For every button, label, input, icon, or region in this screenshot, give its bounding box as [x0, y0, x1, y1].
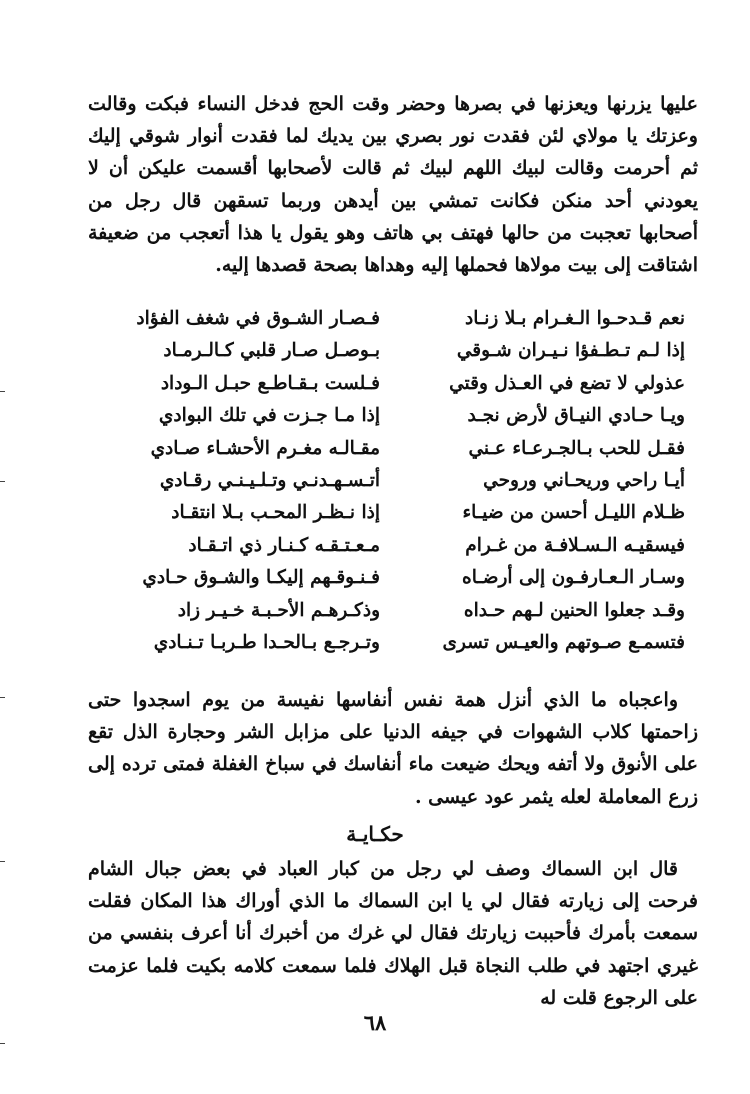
verse-second-hemistich: وتـرجـع بـالحـدا طـربـا تـنـادي	[153, 631, 380, 653]
poem-block	[110, 303, 685, 659]
verse-second-hemistich: بـوصـل صـار قلبي كـالـرمـاد	[163, 340, 380, 362]
verse-second-hemistich: فـلست بـقـاطـع حبـل الـوداد	[160, 372, 380, 394]
margin-mark	[0, 481, 5, 482]
verse-second-hemistich: فـنـوقـهم إليكـا والشـوق حـادي	[142, 567, 380, 589]
verse-second-hemistich: مـعـتـقـه كـنـار ذي اتـقـاد	[188, 534, 380, 556]
poem-verse	[110, 595, 685, 627]
margin-mark	[0, 861, 5, 862]
verse-first-hemistich: وسـار الـعـارفـون إلى أرضـاه	[462, 567, 685, 589]
verse-first-hemistich: ويـا حـادي النيـاق لأرض نجـد	[467, 405, 685, 427]
verse-first-hemistich: أيـا راحي وريحـاني وروحي	[483, 469, 685, 491]
section-heading: حكـايـة	[346, 822, 404, 846]
poem-verse	[110, 465, 685, 497]
paragraph-opening	[88, 88, 698, 281]
margin-mark	[0, 697, 5, 698]
paragraph-reflection	[88, 684, 698, 813]
verse-second-hemistich: إذا نـظـر المحـب بـلا انتقـاد	[171, 502, 380, 524]
verse-first-hemistich: فيسقيـه الـسـلافـة من غـرام	[465, 534, 685, 556]
poem-verse	[110, 335, 685, 367]
poem-verse	[110, 368, 685, 400]
verse-first-hemistich: عذولي لا تضع في العـذل وقتي	[449, 372, 685, 394]
verse-second-hemistich: فـصـار الشـوق في شغف الفؤاد	[136, 308, 380, 329]
margin-mark	[0, 1043, 5, 1044]
verse-first-hemistich: فتسمـع صـوتهم والعيـس تسرى	[442, 631, 685, 653]
verse-second-hemistich: وذكـرهـم الأحـبـة خـيـر زاد	[177, 599, 380, 621]
poem-verse	[110, 433, 685, 465]
verse-first-hemistich: إذا لـم تـطـفؤا نـيـران شـوقي	[456, 340, 685, 362]
verse-first-hemistich: ظـلام الليـل أحسن من ضيـاء	[462, 502, 685, 524]
paragraph-text: عليها يزرنها ويعزنها في بصرها وحضر وقت الحج فدخل النساء فبكت وقالت وعزتك يا مولاي لئن فقدت نور بصري بين يديك لما فقدت أنوار شوقي إليك ثم أحرمت وقالت لبيك اللهم لبيك ثم قالت لأصحابها أقسمت عليكن أن لا يعودني أحد منكن فكانت تمشي بين أيدهن وربما تسقهن قال رجل من أصحابها تعجبت من حالها فهتف بي هاتف وهو يقول يا هذا أتعجب من ضعيفة اشتاقت إلى بيت مولاها فحملها إليه وهداها بصحة قصدها إليه.	[88, 93, 699, 277]
verse-first-hemistich: وقـد جعلوا الحنين لـهم حـداه	[463, 599, 685, 621]
poem-verse	[110, 562, 685, 594]
poem-verse	[110, 627, 685, 659]
verse-second-hemistich: مقـالـه مغـرم الأحشـاء صـادي	[150, 437, 380, 459]
paragraph-story	[88, 853, 698, 1014]
poem-verse	[110, 303, 685, 335]
verse-second-hemistich: إذا مـا جـزت في تلك البوادي	[158, 405, 380, 427]
poem-verse	[110, 497, 685, 529]
paragraph-text: قال ابن السماك وصف لي رجل من كبار العباد في بعض جبال الشام فرحت إلى زيارته فقال لي يا ابن السماك ما الذي أوراك هذا المكان فقلت سمعت بأمرك فأحببت زيارتك فقال لي غرك من أخبرك أنا أعرف بنفسي من غيري اجتهد في طلب النجاة قبل الهلاك فلما سمعت كلامه بكيت فلما عزمت على الرجوع قلت له	[88, 858, 698, 1009]
verse-second-hemistich: أتـسـهـدنـي وتـلـيـنـي رقـادي	[159, 469, 380, 491]
poem-verse	[110, 530, 685, 562]
margin-mark	[0, 391, 5, 392]
verse-first-hemistich: نعم قـدحـوا الـغـرام بـلا زنـاد	[464, 308, 685, 329]
paragraph-text: واعجباه ما الذي أنزل همة نفس أنفاسها نفيسة من يوم اسجدوا حتى زاحمتها كلاب الشهوات في جيفه الدنيا على مزابل الشر وحجارة الذل تقع على الأنوق ولا أتفه ويحك ضيعت ماء أنفاسك في سباخ الغفلة فمتى ترده إلى زرع المعاملة لعله يثمر عود عيسى .	[88, 689, 698, 808]
page-number: ٦٨	[363, 1010, 387, 1035]
verse-first-hemistich: فقـل للحب بـالجـرعـاء عـني	[468, 437, 685, 459]
poem-verse	[110, 400, 685, 432]
